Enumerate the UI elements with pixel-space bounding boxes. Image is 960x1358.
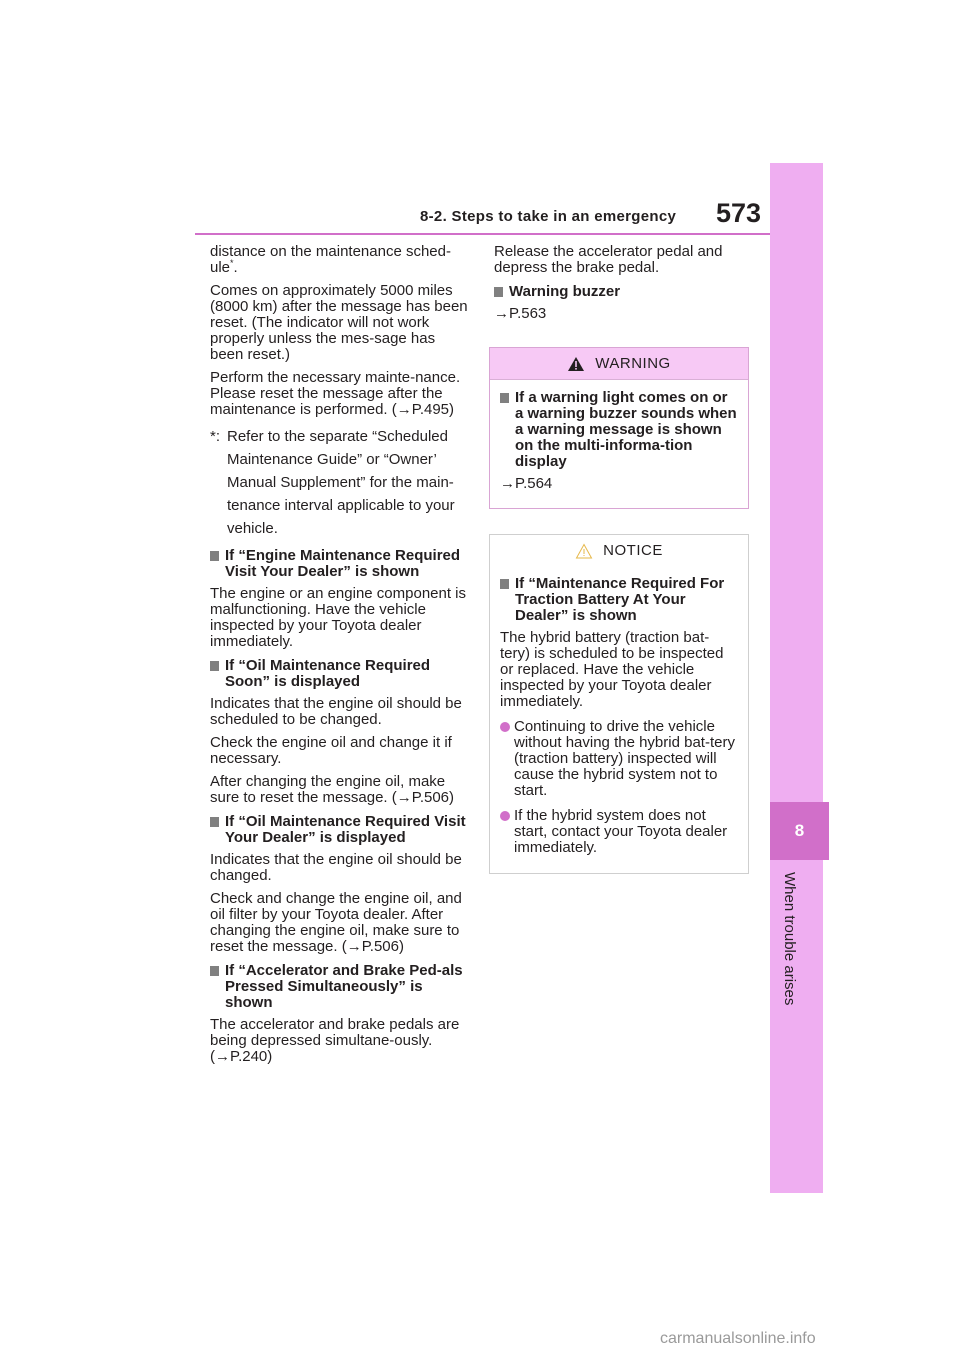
right-column xyxy=(494,244,752,874)
paragraph: Indicates that the engine oil should be changed. xyxy=(210,851,462,884)
paragraph: Check and change the engine oil, and oil filter by your Toyota dealer. After changing the engine oil, make sure to reset the message. (→P.506) xyxy=(210,890,462,955)
circle-bullet-icon xyxy=(500,811,510,821)
paragraph: distance on the maintenance sched-ule*. xyxy=(210,243,451,276)
square-bullet-icon xyxy=(500,393,509,403)
footnote-text: Refer to the separate “Scheduled Maintenance Guide” or “Owner’ Manual Supplement” for the main-tenance interval applicable to your vehicle. xyxy=(227,428,455,537)
paragraph: The engine or an engine component is malfunctioning. Have the vehicle inspected by your Toyota dealer immediately. xyxy=(210,585,467,650)
warning-triangle-icon xyxy=(567,356,585,372)
warning-box-body xyxy=(490,380,748,508)
notice-box xyxy=(489,534,749,874)
warning-box-title: WARNING xyxy=(595,354,671,372)
square-bullet-icon xyxy=(210,661,219,671)
subheading: If “Maintenance Required For Traction Battery At Your Dealer” is shown xyxy=(500,576,738,624)
paragraph: The hybrid battery (traction bat-tery) is scheduled to be inspected or replaced. Have the vehicle inspected by your Toyota dealer immediately. xyxy=(500,629,724,710)
header-rule xyxy=(195,233,770,235)
notice-box-header xyxy=(490,535,748,566)
subheading: Warning buzzer xyxy=(494,284,752,300)
footnote-mark: *: xyxy=(210,428,221,445)
page-number: 573 xyxy=(716,198,762,228)
paragraph: Perform the necessary mainte-nance. Please reset the message after the maintenance is performed. (→P.495) xyxy=(210,369,461,418)
subheading: If “Accelerator and Brake Ped-als Pressed Simultaneously” is shown xyxy=(210,963,468,1011)
chapter-number: 8 xyxy=(770,802,829,860)
square-bullet-icon xyxy=(210,966,219,976)
square-bullet-icon xyxy=(210,817,219,827)
paragraph: The accelerator and brake pedals are being depressed simultane-ously. (→P.240) xyxy=(210,1016,460,1065)
notice-box-title: NOTICE xyxy=(603,541,663,559)
section-title: 8-2. Steps to take in an emergency xyxy=(420,208,677,225)
chapter-side-tab xyxy=(770,163,823,1193)
footnote xyxy=(210,425,468,540)
notice-box-body xyxy=(490,566,748,873)
warning-box xyxy=(489,347,749,509)
subheading: If “Engine Maintenance Required Visit Your Dealer” is shown xyxy=(210,548,468,580)
chapter-label: When trouble arises xyxy=(781,872,798,1006)
paragraph: Release the accelerator pedal and depress the brake pedal. xyxy=(494,243,723,276)
notice-triangle-icon xyxy=(575,543,593,559)
subheading: If “Oil Maintenance Required Soon” is displayed xyxy=(210,658,468,690)
warning-box-header xyxy=(490,348,748,380)
subheading: If a warning light comes on or a warning buzzer sounds when a warning message is shown on the multi-informa-tion display xyxy=(500,390,738,470)
circle-bullet-icon xyxy=(500,722,510,732)
paragraph: →P.564 xyxy=(500,475,553,492)
subheading: If “Oil Maintenance Required Visit Your Dealer” is displayed xyxy=(210,814,468,846)
list-item: If the hybrid system does not start, contact your Toyota dealer immediately. xyxy=(500,808,738,856)
left-column xyxy=(210,244,468,1072)
paragraph: Indicates that the engine oil should be scheduled to be changed. xyxy=(210,695,462,728)
square-bullet-icon xyxy=(500,579,509,589)
paragraph: After changing the engine oil, make sure to reset the message. (→P.506) xyxy=(210,773,455,806)
square-bullet-icon xyxy=(210,551,219,561)
list-item: Continuing to drive the vehicle without having the hybrid bat-tery (traction battery) inspected will cause the hybrid system not to start. xyxy=(500,719,738,799)
paragraph: Comes on approximately 5000 miles (8000 km) after the message has been reset. (The indicator will not work properly unless the mes-sage has been reset.) xyxy=(210,282,468,363)
square-bullet-icon xyxy=(494,287,503,297)
watermark: carmanualsonline.info xyxy=(660,1330,816,1347)
paragraph: Check the engine oil and change it if necessary. xyxy=(210,734,452,767)
paragraph: →P.563 xyxy=(494,305,547,322)
